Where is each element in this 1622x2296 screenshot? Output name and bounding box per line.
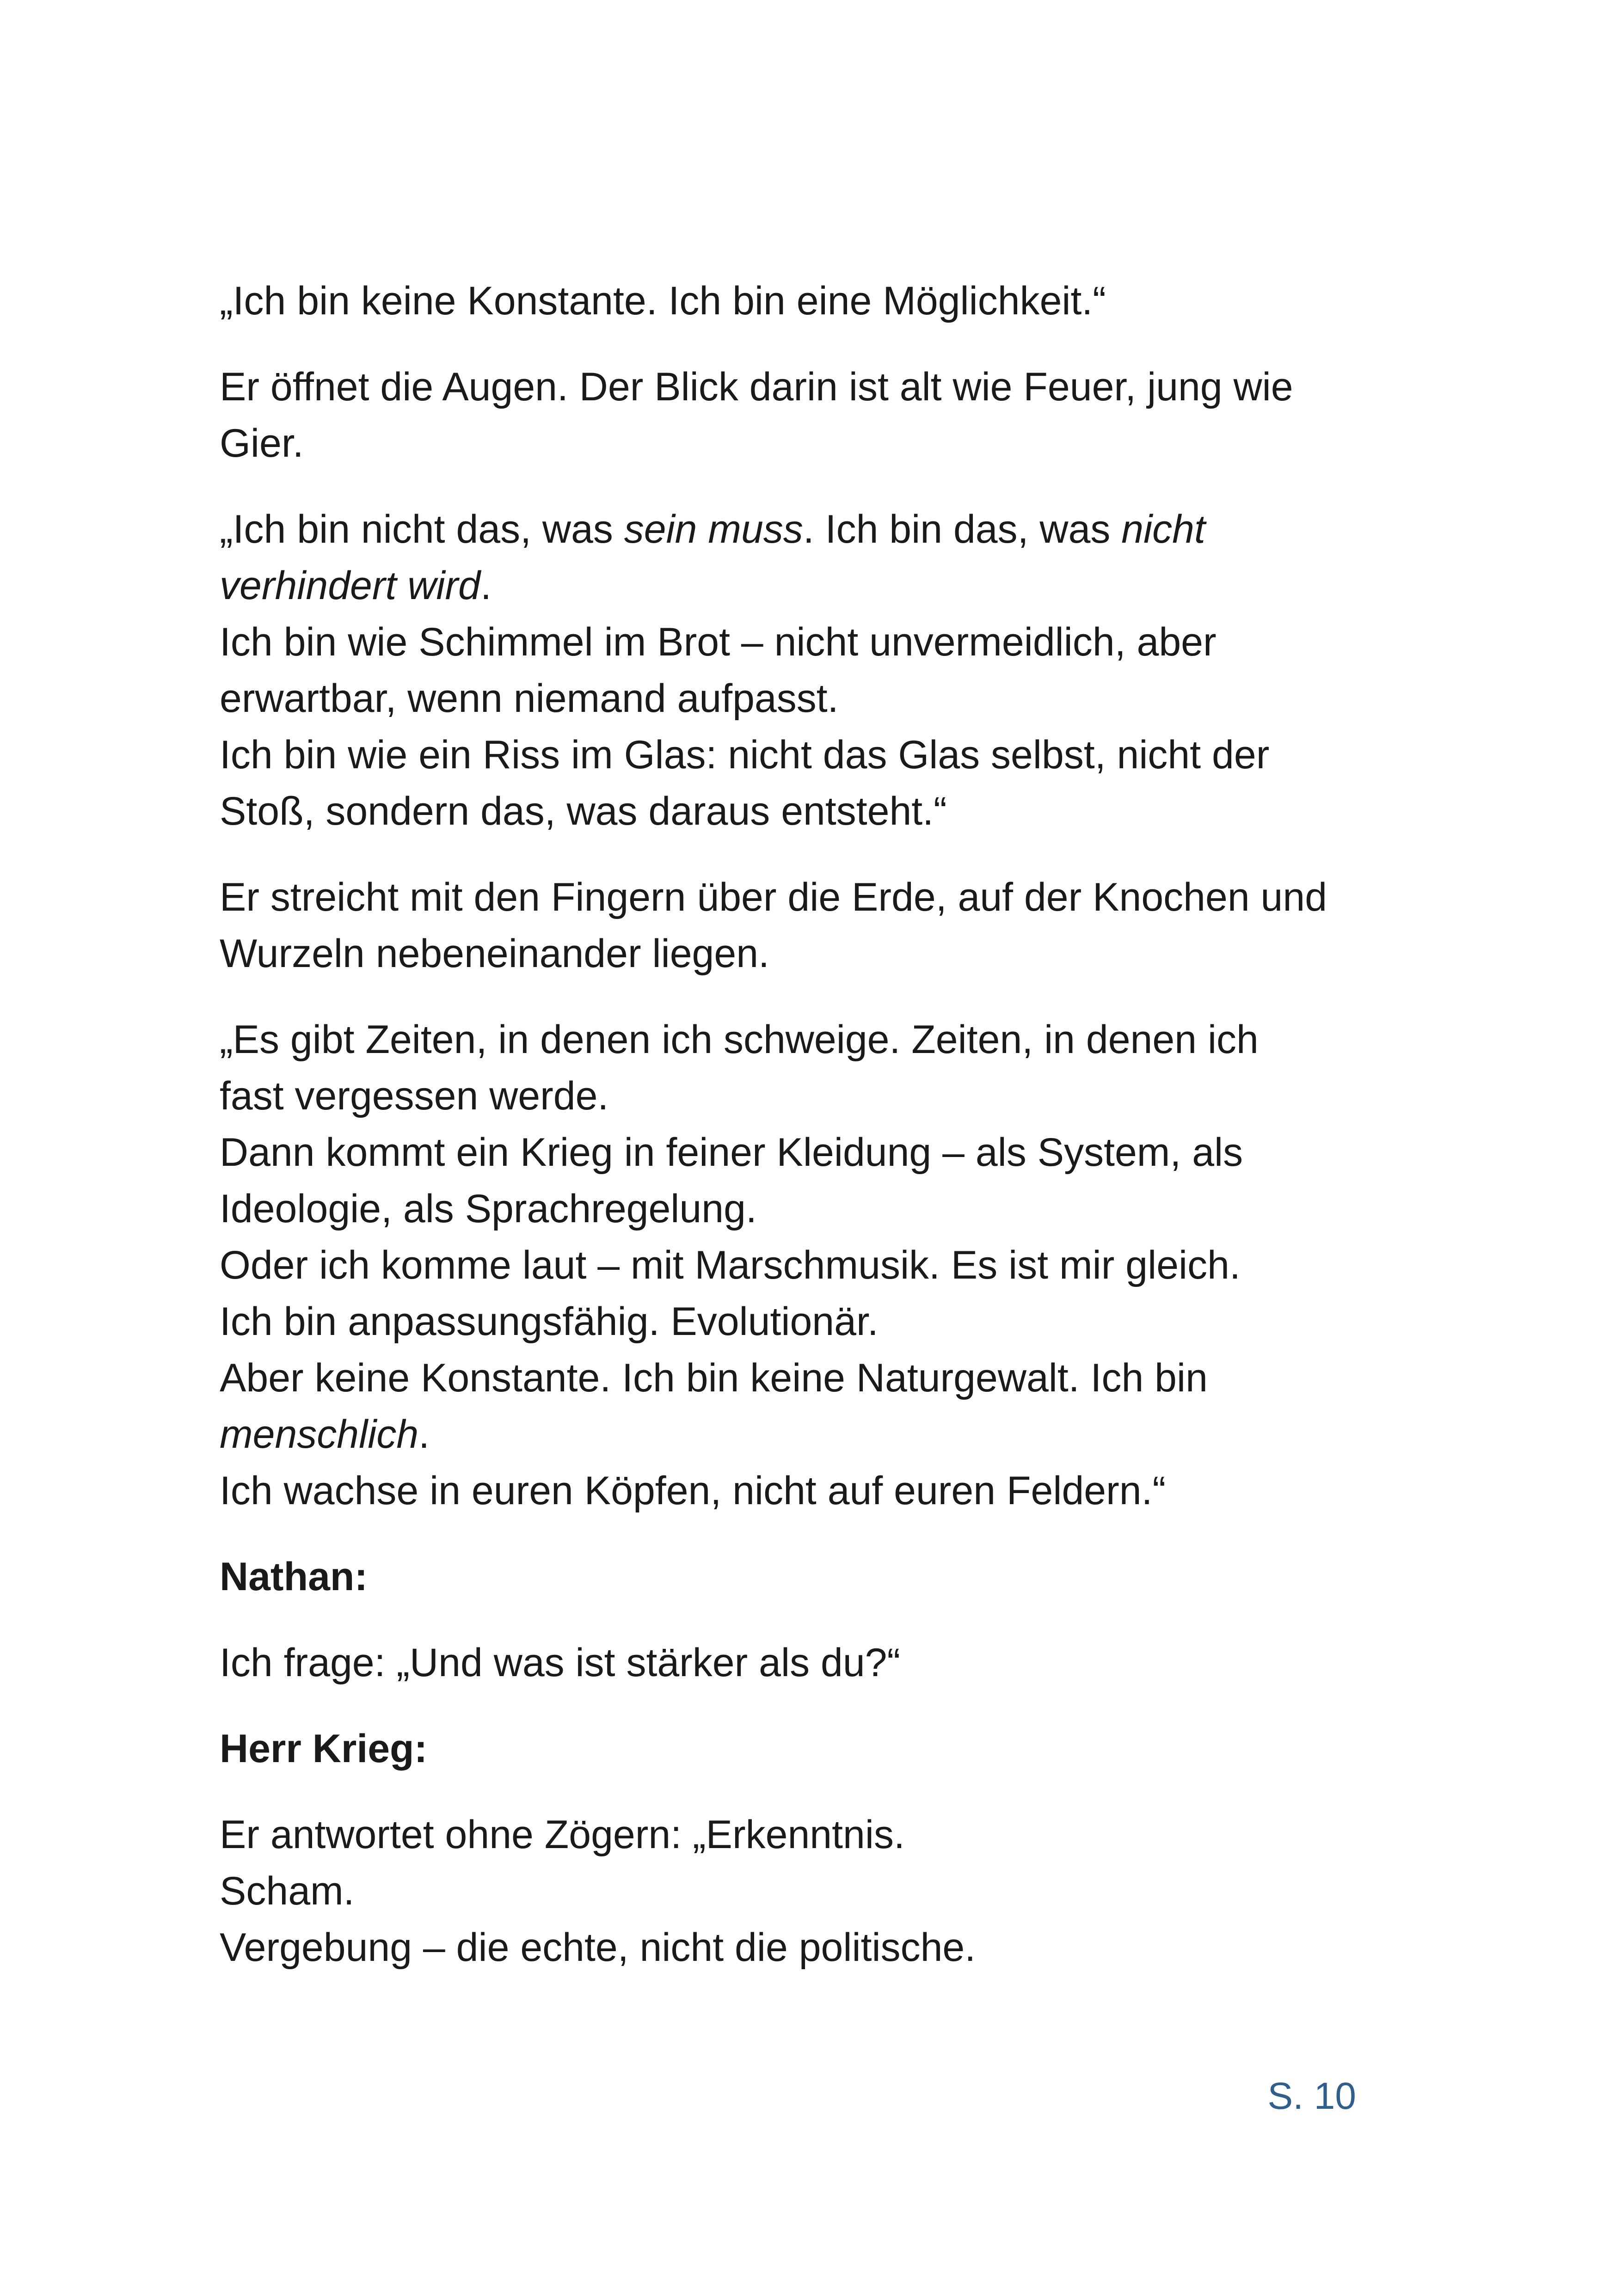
text-segment: Aber keine Konstante. Ich bin keine Naturgewalt. Ich bin (220, 1356, 1208, 1400)
page-number: S. 10 (1267, 2075, 1356, 2117)
text-line (220, 925, 1403, 982)
text-segment: . Ich bin das, was (803, 507, 1122, 551)
speaker-label-nathan: Nathan: (220, 1555, 368, 1599)
text-line (220, 1350, 1403, 1406)
text-segment: „Ich bin keine Konstante. Ich bin eine Möglichkeit.“ (220, 279, 1106, 323)
text-segment: Ich bin wie ein Riss im Glas: nicht das Glas selbst, nicht der (220, 733, 1270, 777)
text-line (220, 1068, 1403, 1124)
text-segment: erwartbar, wenn niemand aufpasst. (220, 676, 839, 721)
text-segment: Vergebung – die echte, nicht die politische. (220, 1925, 976, 1970)
text-segment: Er öffnet die Augen. Der Blick darin ist alt wie Feuer, jung wie (220, 365, 1293, 409)
text-line (220, 415, 1403, 471)
text-segment: Scham. (220, 1869, 355, 1913)
text-segment: Oder ich komme laut – mit Marschmusik. Es ist mir gleich. (220, 1243, 1241, 1287)
paragraph (220, 1635, 1403, 1691)
text-line (220, 1406, 1403, 1463)
emphasized-text: nicht (1121, 507, 1205, 551)
text-line (220, 1863, 1403, 1919)
text-segment: „Es gibt Zeiten, in denen ich schweige. Zeiten, in denen ich (220, 1017, 1259, 1062)
emphasized-text: menschlich (220, 1412, 419, 1457)
text-line (220, 557, 1403, 614)
speaker-label-herr-krieg: Herr Krieg: (220, 1727, 428, 1771)
text-line (220, 1463, 1403, 1519)
text-segment: fast vergessen werde. (220, 1074, 609, 1118)
text-segment: Ich wachse in euren Köpfen, nicht auf euren Feldern.“ (220, 1469, 1166, 1513)
text-segment: Wurzeln nebeneinander liegen. (220, 931, 769, 976)
text-line (220, 1919, 1403, 1976)
text-line (220, 783, 1403, 839)
paragraph (220, 1011, 1403, 1519)
text-segment: Ich bin anpassungsfähig. Evolutionär. (220, 1299, 879, 1344)
text-line (220, 670, 1403, 727)
text-line (220, 1011, 1403, 1068)
text-segment: . (480, 563, 492, 608)
text-line (220, 273, 1403, 329)
text-segment: Er streicht mit den Fingern über die Erde, auf der Knochen und (220, 875, 1327, 919)
text-line (220, 614, 1403, 670)
paragraph (220, 501, 1403, 839)
text-segment: Stoß, sondern das, was daraus entsteht.“ (220, 789, 947, 833)
paragraph (220, 1806, 1403, 1976)
text-line (220, 1181, 1403, 1237)
text-line (220, 1124, 1403, 1181)
text-segment: Er antwortet ohne Zögern: „Erkenntnis. (220, 1812, 905, 1857)
text-line (220, 1237, 1403, 1293)
text-segment: Gier. (220, 421, 304, 465)
text-line (220, 1635, 1403, 1691)
paragraph (220, 869, 1403, 982)
document-body (220, 273, 1403, 2005)
text-line (220, 869, 1403, 925)
text-segment: Ich frage: „Und was ist stärker als du?“ (220, 1641, 901, 1685)
text-line (220, 1293, 1403, 1350)
emphasized-text: sein muss (624, 507, 803, 551)
text-line (220, 501, 1403, 557)
text-line (220, 1806, 1403, 1863)
text-segment: „Ich bin nicht das, was (220, 507, 624, 551)
text-segment: Ideologie, als Sprachregelung. (220, 1187, 757, 1231)
text-segment: Dann kommt ein Krieg in feiner Kleidung – als System, als (220, 1130, 1243, 1175)
text-line (220, 727, 1403, 783)
text-segment: Ich bin wie Schimmel im Brot – nicht unvermeidlich, aber (220, 620, 1216, 664)
text-line (220, 359, 1403, 415)
paragraph (220, 273, 1403, 329)
text-segment: . (418, 1412, 430, 1457)
emphasized-text: verhindert wird (220, 563, 480, 608)
paragraph (220, 359, 1403, 471)
